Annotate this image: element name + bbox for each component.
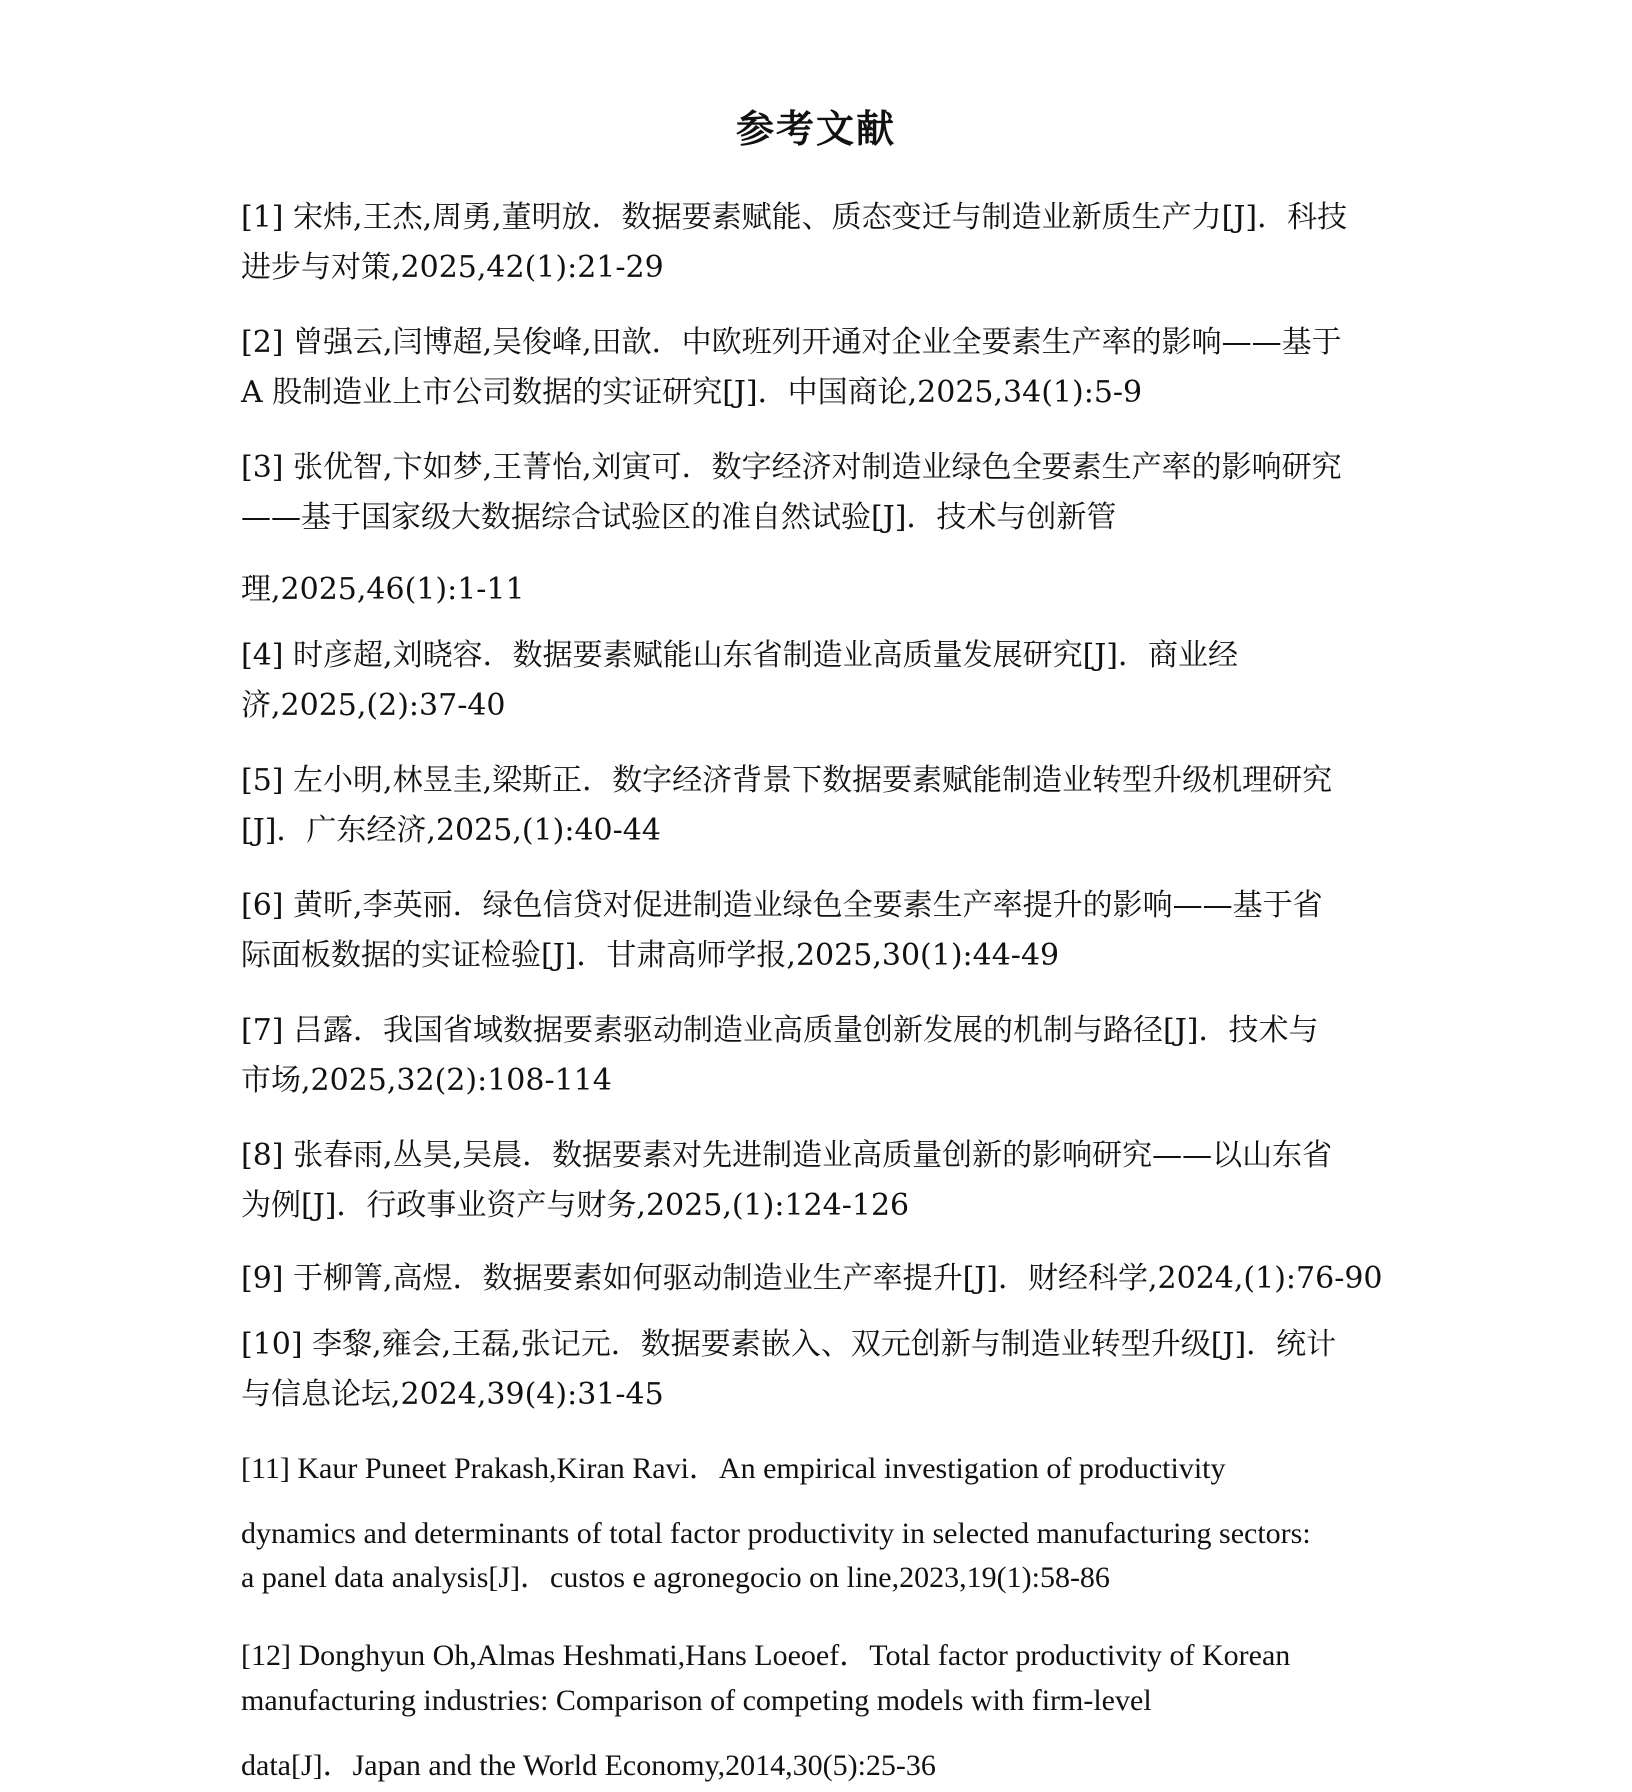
reference-2-line-2: A 股制造业上市公司数据的实证研究[J]．中国商论,2025,34(1):5-9 bbox=[241, 375, 1143, 410]
reference-12-line-2: manufacturing industries: Comparison of competing models with firm-level bbox=[241, 1684, 1152, 1717]
page-title: 参考文献 bbox=[735, 106, 896, 151]
reference-7-line-1: [7] 吕露．我国省域数据要素驱动制造业高质量创新发展的机制与路径[J]．技术与 bbox=[241, 1013, 1319, 1048]
reference-12-line-3: data[J]．Japan and the World Economy,2014,30(5):25-36 bbox=[241, 1749, 936, 1782]
reference-9-line-1: [9] 于柳箐,高煜．数据要素如何驱动制造业生产率提升[J]．财经科学,2024,(1):76-90 bbox=[241, 1261, 1383, 1296]
reference-4-line-2: 济,2025,(2):37-40 bbox=[241, 688, 506, 723]
reference-7-line-2: 市场,2025,32(2):108-114 bbox=[241, 1063, 612, 1098]
reference-6-line-1: [6] 黄昕,李英丽．绿色信贷对促进制造业绿色全要素生产率提升的影响——基于省 bbox=[241, 888, 1323, 923]
reference-5-line-2: [J]．广东经济,2025,(1):40-44 bbox=[241, 813, 661, 848]
reference-1-line-2: 进步与对策,2025,42(1):21-29 bbox=[241, 250, 664, 285]
reference-1-line-1: [1] 宋炜,王杰,周勇,董明放．数据要素赋能、质态变迁与制造业新质生产力[J]．科技 bbox=[241, 200, 1348, 235]
reference-11-line-3: a panel data analysis[J]．custos e agronegocio on line,2023,19(1):58-86 bbox=[241, 1561, 1110, 1594]
reference-6-line-2: 际面板数据的实证检验[J]．甘肃高师学报,2025,30(1):44-49 bbox=[241, 938, 1060, 973]
reference-11-line-2: dynamics and determinants of total factor productivity in selected manufacturing sectors: bbox=[241, 1517, 1311, 1550]
reference-2-line-1: [2] 曾强云,闫博超,吴俊峰,田歆．中欧班列开通对企业全要素生产率的影响——基于 bbox=[241, 325, 1342, 360]
reference-10-line-2: 与信息论坛,2024,39(4):31-45 bbox=[241, 1377, 664, 1412]
reference-5-line-1: [5] 左小明,林昱圭,梁斯正．数字经济背景下数据要素赋能制造业转型升级机理研究 bbox=[241, 763, 1333, 798]
reference-4-line-1: [4] 时彦超,刘晓容．数据要素赋能山东省制造业高质量发展研究[J]．商业经 bbox=[241, 638, 1239, 673]
reference-12-line-1: [12] Donghyun Oh,Almas Heshmati,Hans Loeoef．Total factor productivity of Korean bbox=[241, 1639, 1291, 1672]
reference-3-line-1: [3] 张优智,卞如梦,王菁怡,刘寅可．数字经济对制造业绿色全要素生产率的影响研究 bbox=[241, 450, 1342, 485]
reference-8-line-2: 为例[J]．行政事业资产与财务,2025,(1):124-126 bbox=[241, 1188, 910, 1223]
reference-3-line-3: 理,2025,46(1):1-11 bbox=[241, 572, 525, 607]
reference-8-line-1: [8] 张春雨,丛昊,吴晨．数据要素对先进制造业高质量创新的影响研究——以山东省 bbox=[241, 1138, 1333, 1173]
reference-3-line-2: ——基于国家级大数据综合试验区的准自然试验[J]．技术与创新管 bbox=[241, 500, 1117, 535]
reference-10-line-1: [10] 李黎,雍会,王磊,张记元．数据要素嵌入、双元创新与制造业转型升级[J]．统计 bbox=[241, 1327, 1337, 1362]
reference-11-line-1: [11] Kaur Puneet Prakash,Kiran Ravi．An empirical investigation of productivity bbox=[241, 1452, 1226, 1485]
